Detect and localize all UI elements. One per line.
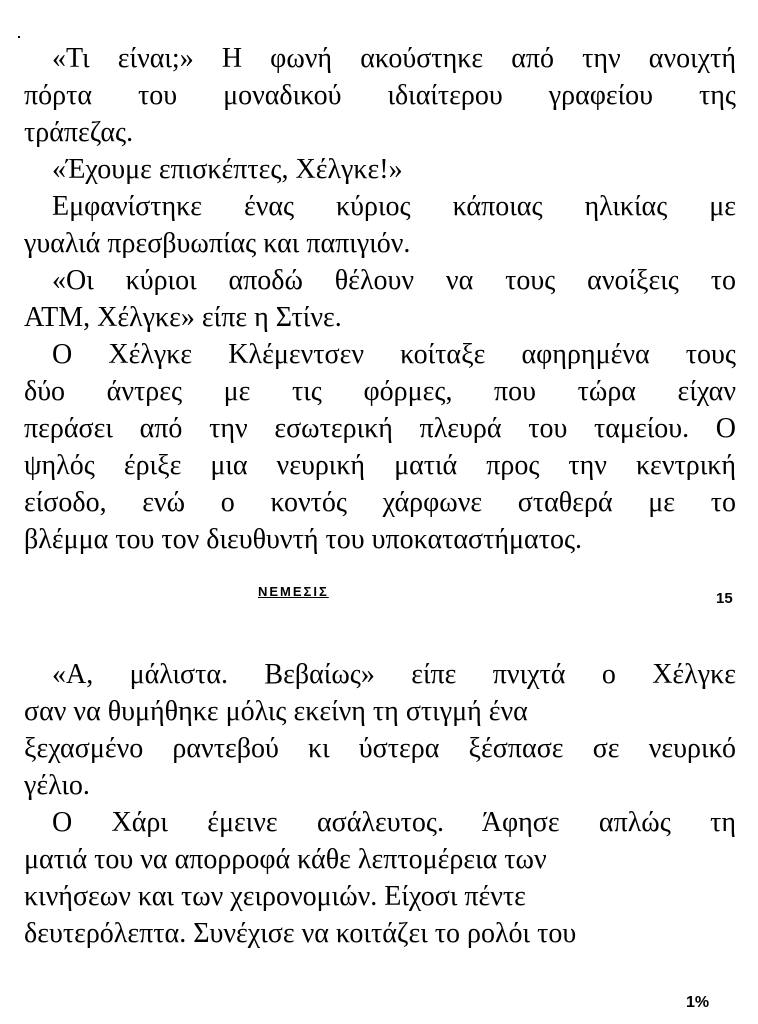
text-line: πόρτα του μοναδικού ιδιαίτερου γραφείου της [24, 80, 736, 111]
text-line: σαν να θυμήθηκε μόλις εκείνη τη στιγμή ένα [24, 696, 528, 727]
text-line: περάσει από την εσωτερική πλευρά του ταμείου. Ο [24, 413, 736, 444]
text-block-page-15 [24, 40, 736, 558]
scan-speck [18, 36, 20, 38]
text-line: ματιά του να απορροφά κάθε λεπτομέρεια των [24, 844, 547, 875]
text-line: ψηλός έριξε μια νευρική ματιά προς την κεντρική [24, 450, 736, 481]
text-line: «Τι είναι;» Η φωνή ακούστηκε από την ανοιχτή [52, 43, 736, 74]
running-footer-title: ΝΕΜΕΣΙΣ [258, 584, 329, 599]
text-line: τράπεζας. [24, 117, 134, 148]
text-line: ξεχασμένο ραντεβού κι ύστερα ξέσπασε σε νευρικό [24, 733, 736, 764]
text-line: δύο άντρες με τις φόρμες, που τώρα είχαν [24, 376, 736, 407]
text-line: ATM, Χέλγκε» είπε η Στίνε. [24, 302, 342, 333]
text-line: «Οι κύριοι αποδώ θέλουν να τους ανοίξεις το [52, 265, 736, 296]
zoom-level-label: 1% [686, 994, 710, 1011]
text-line: κινήσεων και των χειρονομιών. Είχοσι πέντε [24, 881, 526, 912]
text-line: γέλιο. [24, 770, 90, 801]
page-number: 15 [716, 590, 733, 607]
text-line: «Έχουμε επισκέπτες, Χέλγκε!» [52, 154, 403, 185]
text-line: γυαλιά πρεσβυωπίας και παπιγιόν. [24, 228, 411, 259]
text-line: δευτερόλεπτα. Συνέχισε να κοιτάζει το ρολόι του [24, 918, 577, 949]
text-line: Ο Χάρι έμεινε ασάλευτος. Άφησε απλώς τη [52, 807, 736, 838]
text-line: «Α, μάλιστα. Βεβαίως» είπε πνιχτά ο Χέλγκε [52, 659, 736, 690]
text-line: Εμφανίστηκε ένας κύριος κάποιας ηλικίας με [52, 191, 736, 222]
text-line: Ο Χέλγκε Κλέμεντσεν κοίταξε αφηρημένα τους [52, 339, 736, 370]
text-block-next-page [24, 656, 736, 952]
text-line: βλέμμα του τον διευθυντή του υποκαταστήματος. [24, 524, 583, 555]
text-line: είσοδο, ενώ ο κοντός χάρφωνε σταθερά με το [24, 487, 736, 518]
